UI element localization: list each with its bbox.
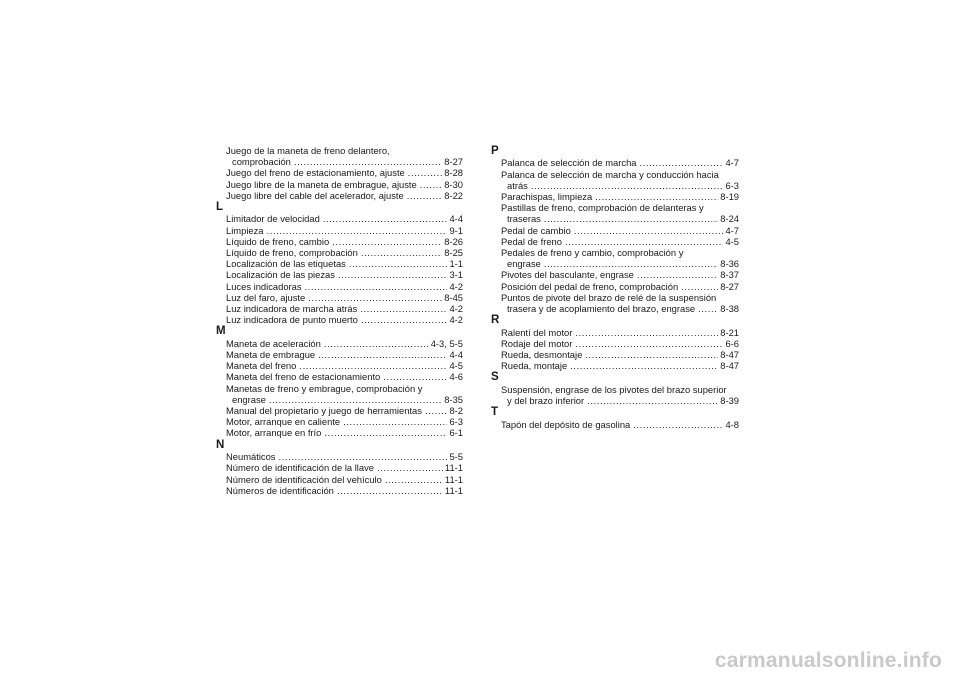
index-entry-page: 4-4 [449,349,463,361]
dot-leader [385,474,443,485]
index-entry [491,157,739,168]
index-entry-page: 8-2 [449,405,463,417]
index-entry [491,384,739,406]
dot-leader [318,349,447,360]
index-entry-page: 8-47 [720,349,739,361]
dot-leader [308,292,442,303]
index-entry-term: Líquido de freno, comprobación [226,247,358,259]
dot-leader [637,269,718,280]
index-section-letter: T [491,406,499,419]
dot-leader [332,236,442,247]
index-entry-term: engrase [232,393,266,405]
index-entry-term: atrás [507,179,528,191]
index-entry [491,292,739,314]
index-entry [216,190,463,201]
index-entry-term: Rueda, montaje [501,360,568,372]
index-entry-page: 6-6 [725,337,739,349]
index-section-letter: M [216,325,226,338]
index-entry [216,427,463,438]
index-entry-page: 8-47 [720,360,739,372]
index-entry-term: Neumáticos [226,451,276,463]
index-entry-term: Puntos de pivote del brazo de relé de la suspensión [501,291,717,303]
index-entry [216,474,463,485]
dot-leader [565,236,723,247]
dot-leader [343,416,447,427]
index-entry-term: Pedal de cambio [501,224,571,236]
index-entry-page: 11-1 [444,473,463,485]
dot-leader [633,419,723,430]
index-entry [216,349,463,360]
index-entry-page: 8-25 [444,247,463,259]
index-entry [216,462,463,473]
dot-leader [698,303,718,314]
index-entry-page: 6-1 [449,427,463,439]
dot-leader [294,156,442,167]
index-entry-term: Juego libre del cable del acelerador, ajuste [226,189,404,201]
index-entry-term: Líquido de freno, cambio [226,235,330,247]
index-entry-page: 1-1 [449,258,463,270]
index-entry-term: Limitador de velocidad [226,213,320,225]
dot-leader [360,303,447,314]
index-entry-term: Pastillas de freno, comprobación de delanteras y [501,202,704,214]
index-entry [491,236,739,247]
index-entry [491,269,739,280]
dot-leader [407,190,443,201]
index-entry-term: trasera y de acoplamiento del brazo, engrase [507,303,696,315]
index-entry-term: Luz del faro, ajuste [226,291,306,303]
dot-leader [338,269,448,280]
dot-leader [267,225,448,236]
dot-leader [361,314,448,325]
dot-leader [587,395,718,406]
index-entry [216,236,463,247]
index-entry-term: Juego libre de la maneta de embrague, ajuste [226,178,417,190]
index-entry-page: 9-1 [449,224,463,236]
index-entry-page: 6-3 [725,179,739,191]
index-entry-page: 4-7 [725,224,739,236]
index-section-letter: S [491,371,499,384]
index-entry-term: Pedales de freno y cambio, comprobación y [501,247,684,259]
index-entry-page: 4-8 [725,418,739,430]
index-entry [491,281,739,292]
index-entry [491,225,739,236]
index-section-letter: R [491,314,500,327]
index-entry-page: 8-24 [720,213,739,225]
index-entry [216,258,463,269]
dot-leader [323,213,448,224]
dot-leader [574,225,724,236]
watermark: carmanualsonline.info [714,649,942,672]
index-entry-term: Pedal de freno [501,235,562,247]
index-entry-page: 8-37 [720,269,739,281]
index-entry-term: Ralentí del motor [501,326,573,338]
index-entry-page: 6-3 [449,416,463,428]
dot-leader [570,360,718,371]
index-entry-term: Palanca de selección de marcha y conducción hacia [501,168,719,180]
index-entry-page: 11-1 [444,462,463,474]
dot-leader [383,371,447,382]
dot-leader [408,167,442,178]
index-entry-term: Parachispas, limpieza [501,191,593,203]
index-entry-term: Rodaje del motor [501,337,573,349]
index-entry-page: 8-30 [444,178,463,190]
index-entry [216,145,463,167]
index-entry [216,269,463,280]
index-column-left [216,145,463,496]
index-entry-page: 8-27 [444,156,463,168]
index-entry-term: Posición del pedal de freno, comprobación [501,280,679,292]
index-entry [491,202,739,224]
index-entry-page: 4-2 [449,280,463,292]
index-entry [216,360,463,371]
index-entry-term: y del brazo inferior [507,395,585,407]
index-column-right [491,145,739,430]
index-entry-term: Rueda, desmontaje [501,349,583,361]
index-entry-term: comprobación [232,156,291,168]
index-entry-page: 4-5 [725,235,739,247]
dot-leader [324,427,447,438]
index-entry-page: 4-5 [449,360,463,372]
index-entry-term: Maneta del freno de estacionamiento [226,371,381,383]
index-entry [216,405,463,416]
index-entry-page: 8-28 [444,167,463,179]
index-entry [216,167,463,178]
index-entry [216,314,463,325]
index-section-letter: P [491,145,499,157]
index-entry-term: Palanca de selección de marcha [501,157,637,169]
index-entry-term: Luz indicadora de marcha atrás [226,303,358,315]
dot-leader [269,394,442,405]
index-entry-term: Luz indicadora de punto muerto [226,314,358,326]
index-entry-term: Limpieza [226,224,264,236]
index-entry [216,416,463,427]
index-entry-term: Manual del propietario y juego de herramientas [226,405,422,417]
index-entry-term: Localización de las etiquetas [226,258,346,270]
index-entry-term: Motor, arranque en frío [226,427,322,439]
index-entry [491,247,739,269]
index-entry-term: Número de identificación de la llave [226,462,374,474]
index-entry-term: Suspensión, engrase de los pivotes del brazo superior [501,383,727,395]
index-entry-page: 8-38 [720,303,739,315]
dot-leader [324,338,429,349]
index-entry [491,360,739,371]
index-entry [216,303,463,314]
index-entry-page: 5-5 [449,451,463,463]
index-entry-term: Localización de las piezas [226,269,335,281]
dot-leader [575,327,718,338]
index-entry [216,485,463,496]
dot-leader [337,485,443,496]
index-entry-page: 4-2 [449,314,463,326]
index-entry-page: 8-21 [720,326,739,338]
index-entry-term: Maneta del freno [226,360,297,372]
index-entry-page: 8-26 [444,235,463,247]
dot-leader [544,213,718,224]
index-entry [491,338,739,349]
dot-leader [681,281,718,292]
index-entry-page: 8-36 [720,258,739,270]
dot-leader [420,179,442,190]
index-entry-term: Número de identificación del vehículo [226,473,382,485]
index-entry-page: 8-19 [720,191,739,203]
index-entry [216,371,463,382]
index-entry-page: 4-7 [725,157,739,169]
index-entry-term: engrase [507,258,541,270]
index-entry-page: 3-1 [449,269,463,281]
index-entry-term: Tapón del depósito de gasolina [501,418,631,430]
index-entry [491,327,739,338]
index-entry-page: 4-2 [449,303,463,315]
index-entry-term: Manetas de freno y embrague, comprobación y [226,382,423,394]
dot-leader [299,360,447,371]
dot-leader [640,157,724,168]
index-entry [216,179,463,190]
index-entry-page: 4-4 [449,213,463,225]
dot-leader [349,258,448,269]
dot-leader [361,247,442,258]
index-entry-term: Números de identificación [226,484,334,496]
index-entry [216,292,463,303]
index-entry [216,213,463,224]
index-entry-page: 4-3, 5-5 [430,337,463,349]
index-entry [491,419,739,430]
dot-leader [377,462,443,473]
index-entry-term: Juego del freno de estacionamiento, ajuste [226,167,405,179]
index-entry-term: Maneta de aceleración [226,337,321,349]
index-entry-term: Motor, arranque en caliente [226,416,341,428]
index-entry-term: Maneta de embrague [226,349,316,361]
index-entry-term: traseras [507,213,541,225]
index-entry-page: 4-6 [449,371,463,383]
index-entry-page: 8-27 [720,280,739,292]
dot-leader [305,281,448,292]
index-section-letter: L [216,201,224,214]
index-entry [216,451,463,462]
dot-leader [544,258,718,269]
index-entry [216,383,463,405]
index-entry [216,281,463,292]
index-entry [216,225,463,236]
index-entry-page: 8-22 [444,189,463,201]
index-entry [491,169,739,191]
index-entry-page: 8-35 [444,393,463,405]
index-entry-term: Luces indicadoras [226,280,302,292]
index-entry-page: 8-39 [720,395,739,407]
dot-leader [425,405,447,416]
index-entry-term: Pivotes del basculante, engrase [501,269,634,281]
dot-leader [585,349,718,360]
dot-leader [595,191,718,202]
index-entry [216,247,463,258]
index-section-letter: N [216,438,225,451]
index-entry-page: 11-1 [444,484,463,496]
index-entry [491,349,739,360]
index-entry [491,191,739,202]
dot-leader [575,338,723,349]
index-entry-page: 8-45 [444,291,463,303]
dot-leader [279,451,448,462]
index-entry [216,338,463,349]
index-entry-term: Juego de la maneta de freno delantero, [226,145,390,156]
dot-leader [531,180,724,191]
